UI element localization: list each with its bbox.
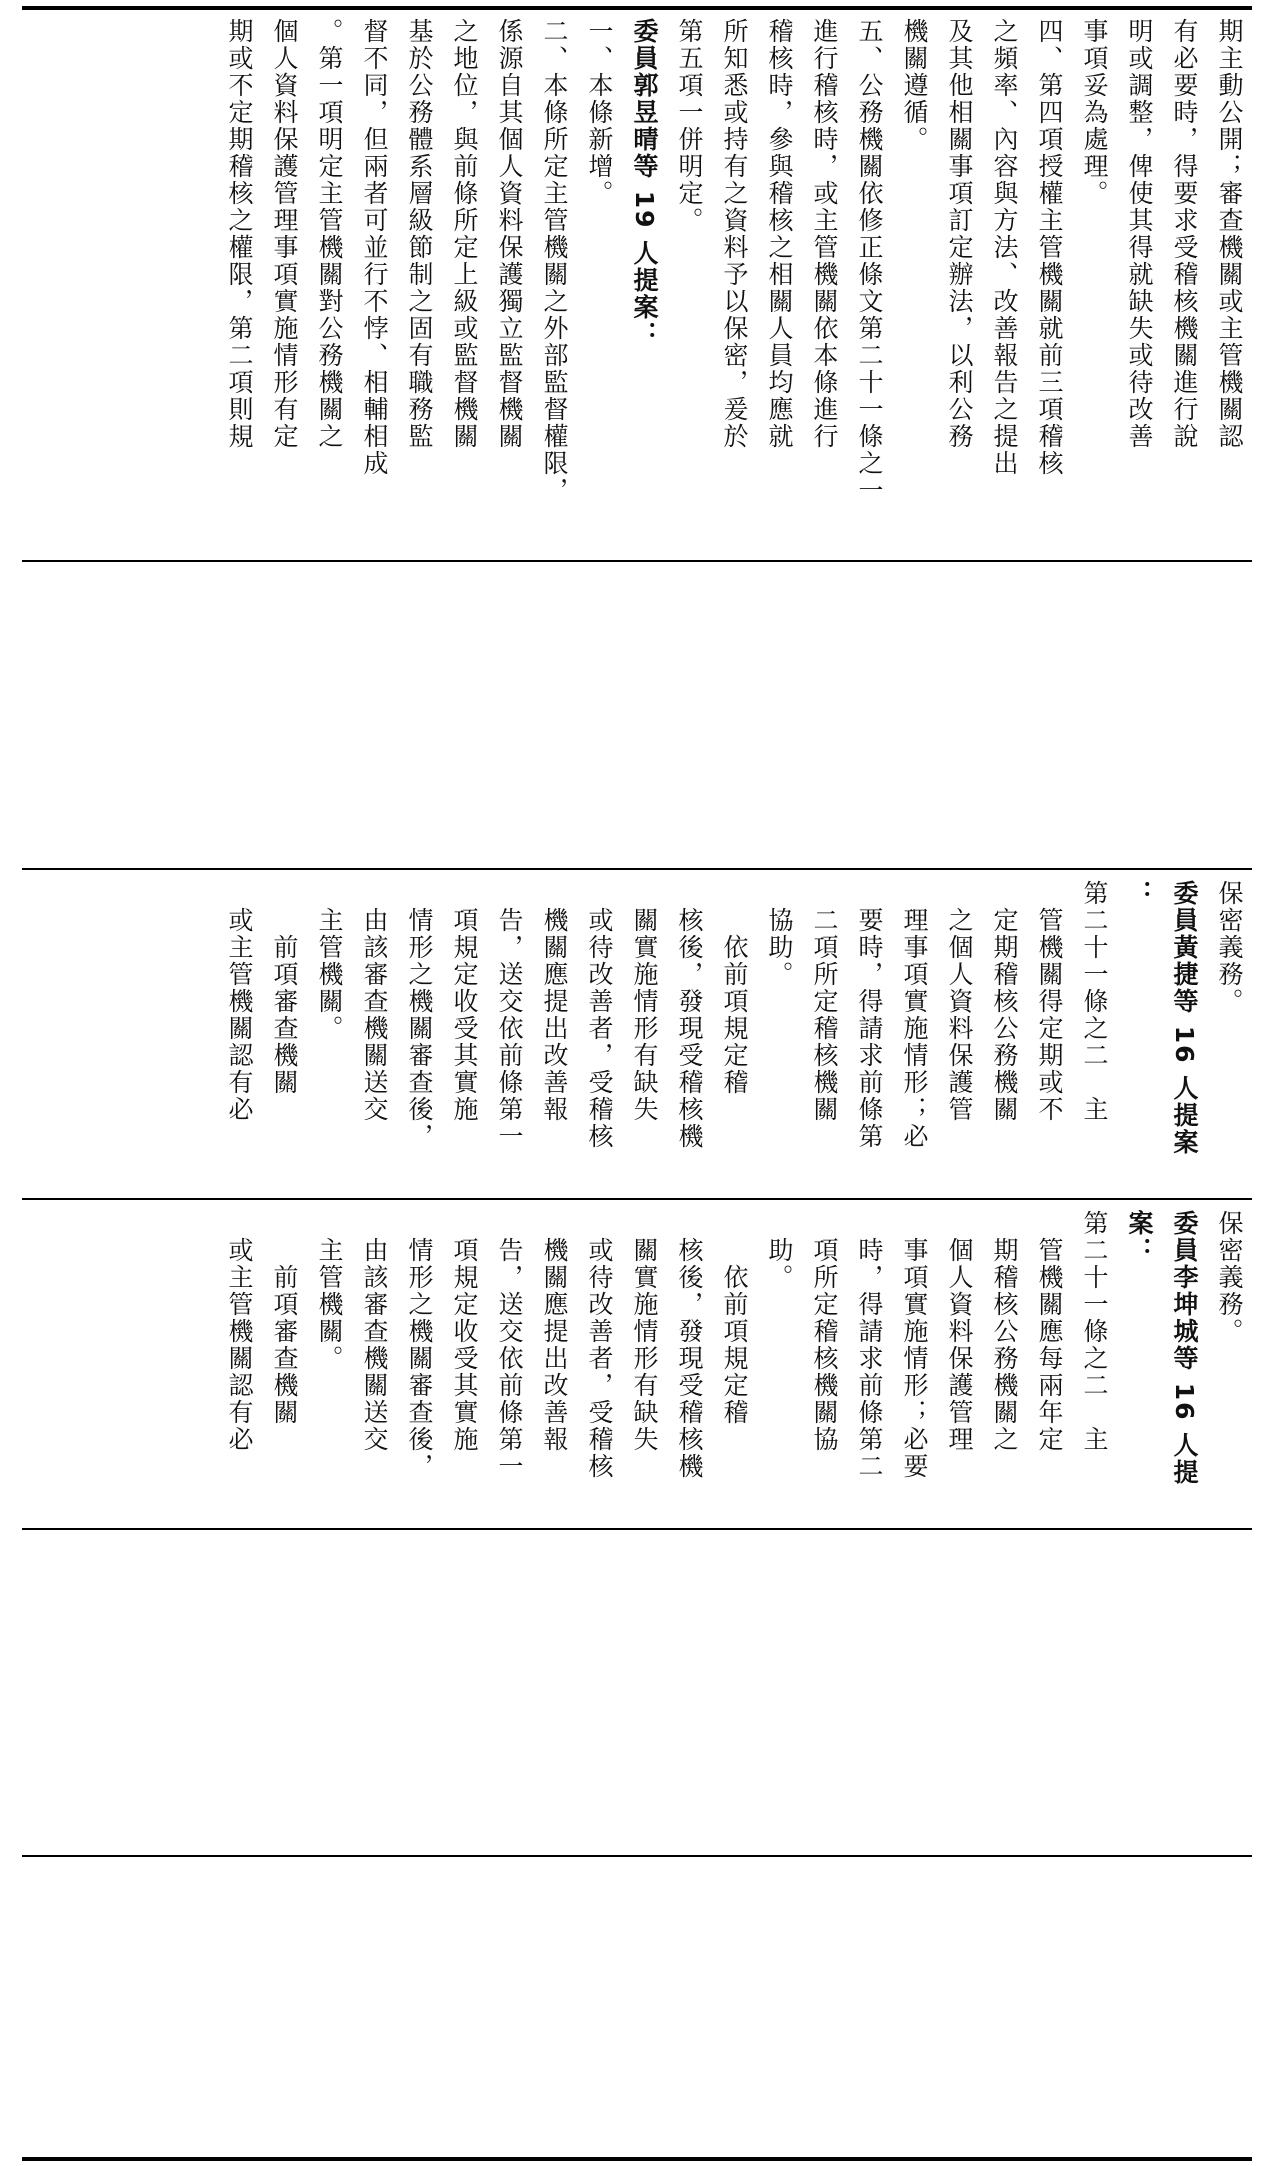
text-line: 核後，發現受稽核機 xyxy=(675,1210,704,1480)
bottom-border-rule xyxy=(22,2157,1252,2161)
text-line: 關實施情形有缺失 xyxy=(630,1210,659,1453)
text-line: 依前項規定稽 xyxy=(720,880,749,1096)
text-line: 關實施情形有缺失 xyxy=(630,880,659,1123)
text-line: 主管機關。 xyxy=(315,1210,344,1372)
text-line: 要時，得請求前條第 xyxy=(855,880,884,1150)
text-line: 或待改善者，受稽核 xyxy=(585,1210,614,1480)
proposal-heading: 委員黃捷等 16 人提案 xyxy=(1170,880,1199,1157)
divider-rule-5 xyxy=(22,1855,1252,1857)
text-line: 係源自其個人資料保護獨立監督機關 xyxy=(495,18,524,450)
text-line: 由該審查機關送交 xyxy=(360,1210,389,1453)
text-line: 主管機關。 xyxy=(315,880,344,1042)
text-line: 或主管機關認有必 xyxy=(225,880,254,1123)
text-line: 理事項實施情形；必 xyxy=(900,880,929,1150)
divider-rule-1 xyxy=(22,560,1252,562)
text-line: 項規定收受其實施 xyxy=(450,880,479,1123)
text-line: 個人資料保護管理事項實施情形有定 xyxy=(270,18,299,450)
text-line: 事項實施情形；必要 xyxy=(900,1210,929,1480)
text-line: 二、本條所定主管機關之外部監督權限， xyxy=(540,18,569,504)
text-line: 機關應提出改善報 xyxy=(540,880,569,1123)
text-line: 四、第四項授權主管機關就前三項稽核 xyxy=(1035,18,1064,477)
text-line: 第二十一條之二 主 xyxy=(1080,880,1109,1123)
text-line: 定期稽核公務機關 xyxy=(990,880,1019,1123)
divider-rule-2 xyxy=(22,868,1252,870)
text-line: 稽核時，參與稽核之相關人員均應就 xyxy=(765,18,794,450)
text-line: 時，得請求前條第二 xyxy=(855,1210,884,1480)
proposal-heading: 委員郭昱晴等 19 人提案： xyxy=(630,18,659,349)
text-line: 第五項一併明定。 xyxy=(675,18,704,234)
text-line: 明或調整，俾使其得就缺失或待改善 xyxy=(1125,18,1154,450)
text-line: 依前項規定稽 xyxy=(720,1210,749,1426)
text-line: 之頻率、內容與方法、改善報告之提出 xyxy=(990,18,1019,477)
text-line: 項規定收受其實施 xyxy=(450,1210,479,1453)
text-line: 告，送交依前條第一 xyxy=(495,1210,524,1480)
text-line: 情形之機關審查後， xyxy=(405,880,434,1150)
text-line: 協助。 xyxy=(765,880,794,988)
proposal-heading: 委員李坤城等 16 人提 xyxy=(1170,1210,1199,1487)
text-line: 保密義務。 xyxy=(1215,1210,1244,1345)
text-line: 管機關得定期或不 xyxy=(1035,880,1064,1123)
text-line: 事項妥為處理。 xyxy=(1080,18,1109,207)
text-line: 基於公務體系層級節制之固有職務監 xyxy=(405,18,434,450)
proposal-huang-jie-block xyxy=(30,880,1252,1188)
text-line: 機關應提出改善報 xyxy=(540,1210,569,1453)
text-line: 期主動公開；審查機關或主管機關認 xyxy=(1215,18,1244,450)
text-line: 機關遵循。 xyxy=(900,18,929,153)
text-line: 由該審查機關送交 xyxy=(360,880,389,1123)
text-line: 或主管機關認有必 xyxy=(225,1210,254,1453)
text-line: 或待改善者，受稽核 xyxy=(585,880,614,1150)
text-line: 期稽核公務機關之 xyxy=(990,1210,1019,1453)
text-line: 前項審查機關 xyxy=(270,880,299,1096)
text-line: 管機關應每兩年定 xyxy=(1035,1210,1064,1453)
divider-rule-3 xyxy=(22,1198,1252,1200)
text-line: 及其他相關事項訂定辦法，以利公務 xyxy=(945,18,974,450)
text-line: 所知悉或持有之資料予以保密，爰於 xyxy=(720,18,749,450)
text-line: 。第一項明定主管機關對公務機關之 xyxy=(315,18,344,450)
text-line: 二項所定稽核機關 xyxy=(810,880,839,1123)
explanation-column-block xyxy=(30,18,1252,550)
text-line: 個人資料保護管理 xyxy=(945,1210,974,1453)
text-line: 核後，發現受稽核機 xyxy=(675,880,704,1150)
proposal-heading: 案： xyxy=(1125,1210,1154,1264)
top-border-rule xyxy=(22,6,1252,10)
text-line: 保密義務。 xyxy=(1215,880,1244,1015)
text-line: 之個人資料保護管 xyxy=(945,880,974,1123)
text-line: 一、本條新增。 xyxy=(585,18,614,207)
text-line: 督不同，但兩者可並行不悖、相輔相成 xyxy=(360,18,389,477)
text-line: 之地位，與前條所定上級或監督機關 xyxy=(450,18,479,450)
text-line: 進行稽核時，或主管機關依本條進行 xyxy=(810,18,839,450)
text-line: 前項審查機關 xyxy=(270,1210,299,1426)
text-line: 助。 xyxy=(765,1210,794,1291)
text-line: 項所定稽核機關協 xyxy=(810,1210,839,1453)
text-line: 五、公務機關依修正條文第二十一條之一 xyxy=(855,18,884,504)
text-line: 期或不定期稽核之權限，第二項則規 xyxy=(225,18,254,450)
divider-rule-4 xyxy=(22,1528,1252,1530)
proposal-li-kun-cheng-block xyxy=(30,1210,1252,1518)
text-line: 告，送交依前條第一 xyxy=(495,880,524,1150)
proposal-heading: ： xyxy=(1125,880,1154,907)
text-line: 第二十一條之二 主 xyxy=(1080,1210,1109,1453)
text-line: 情形之機關審查後， xyxy=(405,1210,434,1480)
text-line: 有必要時，得要求受稽核機關進行說 xyxy=(1170,18,1199,450)
